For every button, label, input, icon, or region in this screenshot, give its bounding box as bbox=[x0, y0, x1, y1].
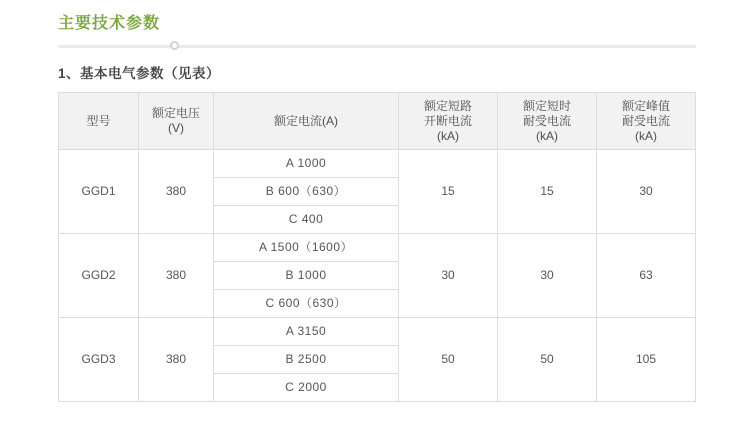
header-line: 开断电流 bbox=[423, 113, 472, 128]
cell-model: GGD3 bbox=[59, 318, 139, 402]
header-line: 额定电压 bbox=[151, 106, 200, 120]
table-header-row bbox=[59, 93, 696, 150]
header-line: 型号 bbox=[86, 113, 111, 128]
cell-voltage: 380 bbox=[139, 318, 214, 402]
header-line: (kA) bbox=[437, 128, 459, 143]
header-line: 额定短时 bbox=[522, 98, 571, 113]
cell-current: C 2000 bbox=[214, 374, 399, 402]
cell-current: B 1000 bbox=[214, 262, 399, 290]
cell-current: A 3150 bbox=[214, 318, 399, 346]
cell-shorttime-current: 30 bbox=[498, 234, 597, 318]
column-header-peak-current bbox=[597, 93, 696, 150]
cell-peak-current: 30 bbox=[597, 150, 696, 234]
header-line: 额定短路 bbox=[423, 98, 472, 113]
cell-current: C 400 bbox=[214, 206, 399, 234]
header-line: 额定电流(A) bbox=[274, 113, 338, 128]
cell-current: A 1000 bbox=[214, 150, 399, 178]
cell-shorttime-current: 50 bbox=[498, 318, 597, 402]
divider-dot-icon bbox=[170, 41, 179, 50]
cell-peak-current: 63 bbox=[597, 234, 696, 318]
column-header-breaking-current bbox=[399, 93, 498, 150]
cell-breaking-current: 15 bbox=[399, 150, 498, 234]
column-header-current bbox=[214, 93, 399, 150]
title-divider bbox=[58, 40, 696, 54]
header-line: 耐受电流 bbox=[621, 113, 670, 128]
subsection-title: 1、基本电气参数（见表） bbox=[58, 66, 221, 81]
cell-shorttime-current: 15 bbox=[498, 150, 597, 234]
page-title: 主要技术参数 bbox=[58, 15, 161, 32]
cell-current: B 2500 bbox=[214, 346, 399, 374]
cell-voltage: 380 bbox=[139, 150, 214, 234]
header-line: 耐受电流 bbox=[522, 113, 571, 128]
column-header-model bbox=[59, 93, 139, 150]
header-line: (kA) bbox=[635, 128, 657, 143]
divider-line bbox=[58, 45, 696, 48]
table-row bbox=[59, 150, 696, 178]
header-line: (kA) bbox=[536, 128, 558, 143]
cell-peak-current: 105 bbox=[597, 318, 696, 402]
column-header-shorttime-current bbox=[498, 93, 597, 150]
cell-current: C 600（630） bbox=[214, 290, 399, 318]
cell-model: GGD2 bbox=[59, 234, 139, 318]
cell-model: GGD1 bbox=[59, 150, 139, 234]
cell-current: A 1500（1600） bbox=[214, 234, 399, 262]
cell-breaking-current: 30 bbox=[399, 234, 498, 318]
cell-breaking-current: 50 bbox=[399, 318, 498, 402]
table-row bbox=[59, 318, 696, 346]
cell-current: B 600（630） bbox=[214, 178, 399, 206]
header-line: 额定峰值 bbox=[621, 98, 670, 113]
spec-table bbox=[58, 92, 696, 402]
cell-voltage: 380 bbox=[139, 234, 214, 318]
header-line: (V) bbox=[168, 121, 184, 135]
column-header-voltage bbox=[139, 93, 214, 150]
table-row bbox=[59, 234, 696, 262]
